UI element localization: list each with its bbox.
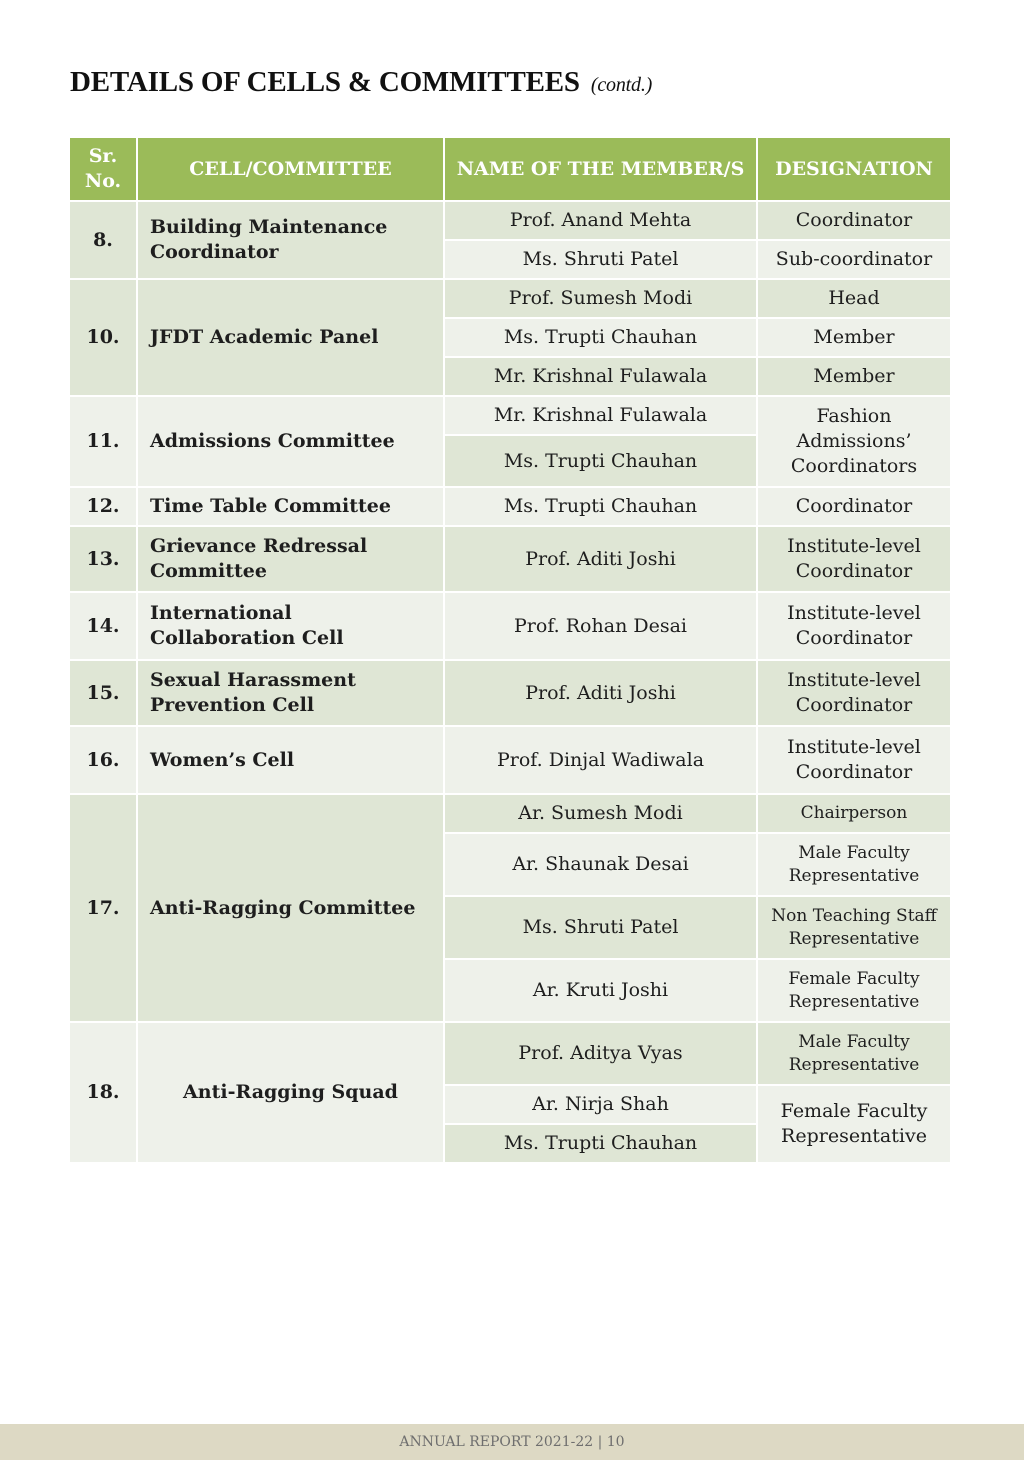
member-name: Ms. Shruti Patel <box>445 897 756 958</box>
designation: Institute-level Coordinator <box>758 661 950 725</box>
committee-name: Grievance Redressal Committee <box>138 527 443 591</box>
title-suffix: (contd.) <box>590 74 653 96</box>
designation: Coordinator <box>758 202 950 239</box>
designation: Head <box>758 280 950 317</box>
page-title <box>70 66 652 99</box>
header-cell-committee: CELL/COMMITTEE <box>138 138 443 200</box>
table-row <box>70 488 950 525</box>
designation: Institute-level Coordinator <box>758 593 950 659</box>
designation: Female Faculty Representative <box>758 1086 950 1162</box>
table-row <box>70 280 950 317</box>
member-name: Prof. Aditi Joshi <box>445 661 756 725</box>
designation: Fashion Admissions’ Coordinators <box>758 397 950 486</box>
designation: Member <box>758 358 950 395</box>
committee-name: Time Table Committee <box>138 488 443 525</box>
member-name: Prof. Sumesh Modi <box>445 280 756 317</box>
sr-no: 11. <box>70 397 136 486</box>
page-footer: ANNUAL REPORT 2021-22 | 10 <box>0 1424 1024 1460</box>
member-name: Ms. Trupti Chauhan <box>445 1125 756 1162</box>
member-name: Ar. Sumesh Modi <box>445 795 756 832</box>
table-row <box>70 397 950 434</box>
sr-no: 16. <box>70 727 136 793</box>
designation: Institute-level Coordinator <box>758 527 950 591</box>
sr-no: 12. <box>70 488 136 525</box>
designation: Sub-coordinator <box>758 241 950 278</box>
committee-name: Anti-Ragging Committee <box>138 795 443 1021</box>
table-row <box>70 795 950 832</box>
table-row <box>70 527 950 591</box>
member-name: Ms. Shruti Patel <box>445 241 756 278</box>
designation: Male Faculty Representative <box>758 1023 950 1084</box>
committee-name: International Collaboration Cell <box>138 593 443 659</box>
committees-table <box>68 136 952 1164</box>
committee-name: Sexual Harassment Prevention Cell <box>138 661 443 725</box>
sr-no: 14. <box>70 593 136 659</box>
header-members: NAME OF THE MEMBER/S <box>445 138 756 200</box>
designation: Male Faculty Representative <box>758 834 950 895</box>
header-sr-no: Sr. No. <box>70 138 136 200</box>
sr-no: 17. <box>70 795 136 1021</box>
header-designation: DESIGNATION <box>758 138 950 200</box>
table-row <box>70 1023 950 1084</box>
table-row <box>70 661 950 725</box>
sr-no: 18. <box>70 1023 136 1162</box>
table-row <box>70 593 950 659</box>
header-row <box>70 138 950 200</box>
title-text: DETAILS OF CELLS & COMMITTEES <box>70 66 580 98</box>
sr-no: 13. <box>70 527 136 591</box>
member-name: Prof. Dinjal Wadiwala <box>445 727 756 793</box>
committee-name: JFDT Academic Panel <box>138 280 443 395</box>
member-name: Ms. Trupti Chauhan <box>445 488 756 525</box>
member-name: Mr. Krishnal Fulawala <box>445 358 756 395</box>
member-name: Prof. Aditya Vyas <box>445 1023 756 1084</box>
sr-no: 15. <box>70 661 136 725</box>
member-name: Prof. Aditi Joshi <box>445 527 756 591</box>
designation: Female Faculty Representative <box>758 960 950 1021</box>
sr-no: 10. <box>70 280 136 395</box>
member-name: Prof. Anand Mehta <box>445 202 756 239</box>
designation: Chairperson <box>758 795 950 832</box>
sr-no: 8. <box>70 202 136 278</box>
designation: Non Teaching Staff Representative <box>758 897 950 958</box>
member-name: Mr. Krishnal Fulawala <box>445 397 756 434</box>
committee-name: Admissions Committee <box>138 397 443 486</box>
table-row <box>70 202 950 239</box>
designation: Member <box>758 319 950 356</box>
table-row <box>70 727 950 793</box>
member-name: Ar. Kruti Joshi <box>445 960 756 1021</box>
committee-name: Women’s Cell <box>138 727 443 793</box>
committee-name: Building Maintenance Coordinator <box>138 202 443 278</box>
member-name: Prof. Rohan Desai <box>445 593 756 659</box>
designation: Coordinator <box>758 488 950 525</box>
member-name: Ar. Nirja Shah <box>445 1086 756 1123</box>
member-name: Ar. Shaunak Desai <box>445 834 756 895</box>
committee-name: Anti-Ragging Squad <box>138 1023 443 1162</box>
designation: Institute-level Coordinator <box>758 727 950 793</box>
member-name: Ms. Trupti Chauhan <box>445 319 756 356</box>
member-name: Ms. Trupti Chauhan <box>445 436 756 486</box>
